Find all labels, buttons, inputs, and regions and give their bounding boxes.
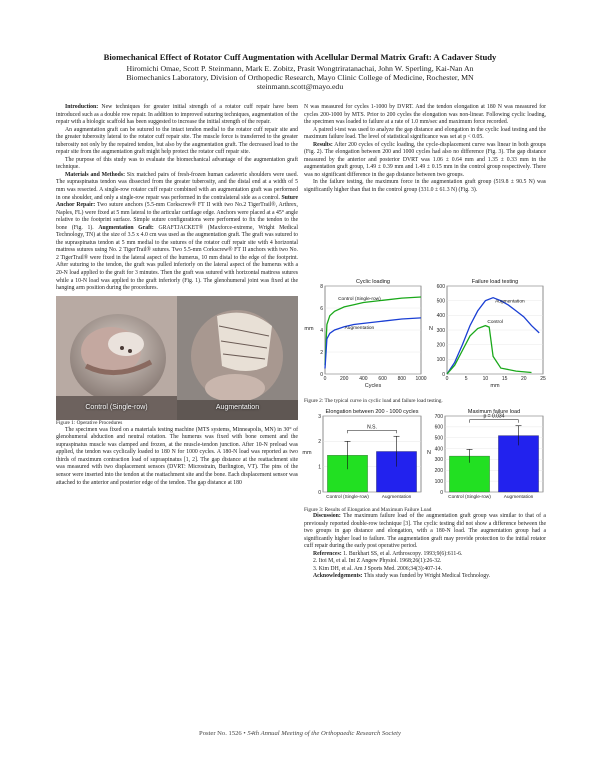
figure-3-charts <box>302 406 545 504</box>
chart-2-y-tick-label: 2 <box>318 439 321 446</box>
acknowledgements-heading: Acknowledgements: <box>313 573 363 580</box>
intro-para-2: An augmentation graft can be sutured to the intact tendon medial to the rotator cuff repair site and the greater tuberosity lateral to the rotator cuff repair site. The muscle force is transferred to the greater tuberosity not only by the repaired tendon, but also by the augmentation graft. The decreased load to the repair site from the augmentation graft might help protect the rotator cuff repair site. <box>56 126 298 156</box>
figure-2-caption: Figure 2: The typical curve in cyclic load and failure load testing. <box>304 398 443 404</box>
intro-text: New techniques for greater initial strength of a rotator cuff repair have been introduced such as a double row repair. In addition to improved suturing techniques, augmentation of the repair with a biologic scaffold has been suggested to increase the initial strength of the repair. <box>56 104 298 126</box>
chart-0-x-tick-label: 0 <box>323 376 327 382</box>
discussion-text: The maximum failure load of the augmentation graft group was similar to that of a previously reported double-row technique [3]. The cyclic testing did not show a difference between the two groups in gap distance and elongation, with a 180-N load. The augmentation group had a significantly higher load to failure. The augmentation graft may provide protection to the initial rotator cuff repair during the early post operative period. <box>304 513 546 550</box>
elongation-bar-chart <box>302 409 421 500</box>
chart-3-y-tick-label: 500 <box>434 435 443 442</box>
chart-0-x-tick-label: 400 <box>359 376 368 382</box>
results-text: After 200 cycles of cyclic loading, the cycle-displacement curve was linear in both groups (Fig. 2). The elongation between 200 and 1000 cycles had also no difference (Fig. 3). The gap distance measured by the anterior and posterior DVRT was 1.06 ± 0.64 mm and 1.35 ± 0.33 mm in the augmentation graft group, 1.49 ± 0.39 mm and 1.49 ± 0.15 mm in the control group respectively. There was no significant difference in the gap distance between two groups. <box>304 141 546 178</box>
acknowledgements-text: This study was funded by Wright Medical Technology. <box>362 573 491 580</box>
author-list: Hiromichi Omae, Scott P. Steinmann, Mark E. Zobitz, Prasit Wongtriratanachai, John W. Sperling, Kai-Nan An <box>126 64 474 73</box>
chart-3-annotation: p = 0.034 <box>483 413 505 420</box>
chart-1-y-tick-label: 200 <box>436 342 445 349</box>
suture-anchor-heading: Suture Anchor Repair: <box>56 194 298 209</box>
chart-3-category-label: Augmentation <box>503 495 534 500</box>
chart-0-series-label: Control (Single-row) <box>338 297 381 302</box>
control-photo-label: Control (Single-row) <box>85 404 148 412</box>
chart-2-y-axis-label: mm <box>302 450 312 456</box>
augmentation-photo-image <box>177 296 298 420</box>
chart-1-x-tick-label: 10 <box>482 376 489 382</box>
statistics-para: A paired t-test was used to analyze the gap distance and elongation in the cyclic load testing and the maximum failure load. The level of statistical significance was set at p < 0.05. <box>304 126 546 141</box>
chart-3-y-tick-label: 300 <box>434 457 443 464</box>
figure-1-caption: Figure 1: Operative Procedures <box>56 419 123 426</box>
chart-1-y-axis-label: N <box>429 326 433 332</box>
chart-3-y-tick-label: 0 <box>440 489 443 496</box>
chart-0-y-tick-label: 2 <box>320 349 323 356</box>
chart-2-title: Elongation between 200 - 1000 cycles <box>325 409 419 415</box>
chart-1-x-tick-label: 5 <box>464 376 468 382</box>
author-email: steinmann.scott@mayo.edu <box>256 82 344 92</box>
chart-0-x-axis-label: Cycles <box>364 383 382 389</box>
chart-1-title: Failure load testing <box>471 279 519 285</box>
chart-1-series-label: Augmentation <box>495 299 525 305</box>
control-photo-image <box>56 296 177 420</box>
chart-2-category-label: Augmentation <box>381 495 412 500</box>
poster-number: Poster No. 1526 • <box>199 730 248 737</box>
chart-1-x-tick-label: 15 <box>501 376 508 382</box>
max-failure-bar-chart <box>427 409 543 500</box>
suture-anchor-text: Two suture anchors (5.5-mm Corkscrew® FT II with two No.2 TigerTrail®, Arthrex, Naples, FL) were fixed at 5 mm lateral to the articular cartilage edge. Anchors were placed at a 45° angle relative to the footprint surface. Simple suture configurations were performed to fix the tendon to the bone (Fig. 1). <box>56 202 298 231</box>
chart-2-y-tick-label: 0 <box>318 489 321 496</box>
figure-1 <box>56 296 298 420</box>
chart-1-y-tick-label: 600 <box>436 283 445 290</box>
augmentation-photo <box>177 296 298 420</box>
methods-para-final: The specimen was fixed on a materials testing machine (MTS systems, Minneapolis, MN) in 30° of glenohumeral abduction and neutral rotation. The humerus was fixed with bone cement and the supraspinatus muscle was clamped and frozen, at the muscle-tendon junction. After 10-N preload was applied, the tendon was cyclically loaded to 180 N for 1000 cycles. A 180-N load was reported as two thirds of maximum contraction load of supraspinatus [1, 2]. The gap distance at the reattachment site was measured with two displacement sensors (DVRT: Microstrain, Burlington, VT). The pins of the sensor were inserted into the tendon at the reattachment site and the bone. Each displacement sensor was attached to the anterior and posterior edge of the tendon. The gap distance at 180 <box>56 426 298 486</box>
cyclic-loading-chart <box>304 279 426 389</box>
chart-1-x-tick-label: 25 <box>540 376 546 382</box>
graft-heading: Augmentation Graft: <box>98 224 154 231</box>
chart-0-y-tick-label: 6 <box>320 305 323 312</box>
affiliation: Biomechanics Laboratory, Division of Orthopedic Research, Mayo Clinic College of Medicine, Rochester, MN <box>126 73 474 83</box>
figure-2-charts <box>305 276 545 394</box>
chart-1-series-label: Control <box>487 320 503 326</box>
chart-3-y-tick-label: 200 <box>434 468 443 475</box>
augmentation-photo-label: Augmentation <box>215 404 260 412</box>
chart-3-y-tick-label: 100 <box>434 478 443 485</box>
results-para-2: In the failure testing, the maximum force in the augmentation graft group (519.8 ± 90.5 N) was significantly higher than that in the control group (331.0 ± 61.3 N) (Fig. 3). <box>304 179 546 194</box>
methods-text: Six matched pairs of fresh-frozen human cadaveric shoulders were used. The supraspinatus tendon was dissected from the greater tuberosity, and the distal end at a width of 5 mm was resected. A single-row rotator cuff repair combined with an augmentation graft was performed in one shoulder, and only a single-row repair was performed in the contralateral side as a control. <box>56 171 299 201</box>
chart-1-y-tick-label: 500 <box>436 298 445 305</box>
chart-1-y-tick-label: 0 <box>442 371 445 378</box>
reference-1: 1. Burkhart SS, et al. Arthroscopy. 1993;9(6):611-6. <box>341 550 463 557</box>
chart-0-y-axis-label: mm <box>304 326 314 332</box>
chart-1-y-tick-label: 100 <box>436 357 445 364</box>
chart-1-x-axis-label: mm <box>490 383 500 389</box>
graft-text: GRAFTJACKET® (Maxforce-extreme, Wright Medical Technology, TN) at the size of 3.5 x 4.0 cm was used as the augmentation graft. The graft was sutured to the supraspinatus tendon at 5 mm medial to the sutures of the rotator cuff repair site with 4 horizontal mattress sutures using No. 2 TigerTrail® sutures. Two 5.5-mm Corkscrew® FT II anchors with two No. 2 TigerTrail® were fixed in the lateral aspect of the humerus, 10 mm distal to the edge of the footprint. After suturing to the tendon, the graft was pulled inferiorly on the lateral aspect of the humerus with a 20-N load applied to the graft for 3 minutes. Then the graft was sutured with horizontal mattress sutures while a 10-N load was applied to the graft inferiorly (Fig. 1). The glenohumeral joint was fixed at the hanging arm position during the procedures. <box>56 224 298 292</box>
chart-0-series-label: Augmentation <box>344 325 375 331</box>
reference-3: 3. Kim DH, et al. Am J Sports Med. 2006;34(3):407-14. <box>313 565 443 572</box>
chart-0-title: Cyclic loading <box>356 279 390 285</box>
author-block <box>0 64 600 92</box>
chart-0-y-tick-label: 4 <box>320 327 323 334</box>
chart-3-y-tick-label: 700 <box>434 413 443 420</box>
results-heading: Results: <box>313 141 333 148</box>
chart-0-x-tick-label: 1000 <box>415 376 427 382</box>
left-column <box>56 104 298 487</box>
chart-3-y-tick-label: 600 <box>434 424 443 431</box>
failure-load-chart <box>429 279 546 389</box>
chart-2-annotation: N.S. <box>367 424 377 431</box>
chart-0-y-tick-label: 0 <box>320 371 323 378</box>
intro-para-3: The purpose of this study was to evaluate the biomechanical advantage of the augmentation graft technique. <box>56 156 298 171</box>
meeting-name: 54th Annual Meeting of the Orthopaedic Research Society <box>247 730 401 737</box>
methods-heading: Materials and Methods: <box>65 171 126 178</box>
chart-2-y-tick-label: 3 <box>318 413 321 420</box>
poster-footer <box>0 730 600 737</box>
chart-3-title: Maximum failure load <box>467 409 521 415</box>
chart-3-y-axis-label: N <box>427 450 431 456</box>
paper-title: Biomechanical Effect of Rotator Cuff Augmentation with Acellular Dermal Matrix Graft: A Cadaver Study <box>103 52 497 62</box>
chart-0-x-tick-label: 800 <box>397 376 406 382</box>
control-photo <box>56 296 177 420</box>
discussion-heading: Discussion: <box>313 513 341 519</box>
intro-heading: Introduction: <box>65 104 99 110</box>
figure-3-caption: Figure 3: Results of Elongation and Maximum Failure Load <box>304 507 432 513</box>
references-heading: References: <box>313 550 342 557</box>
chart-2-category-label: Control (Single-row) <box>326 495 369 500</box>
chart-1-x-tick-label: 0 <box>445 376 449 382</box>
methods-continued: N was measured for cycles 1-1000 by DVRT. And the tendon elongation at 180 N was measured for cycles 200-1000 by MTS. Prior to 200 cycles the elongation was non-linear. Following cyclic loading, the specimen was loaded to failure at a rate of 1.0 mm/sec and maximum force recorded. <box>304 104 546 126</box>
right-column-bottom <box>304 513 546 581</box>
reference-2: 2. Itoi M, et al. Int Z Angew Physiol. 1968;26(1):26-32. <box>313 558 442 565</box>
chart-0-x-tick-label: 600 <box>378 376 387 382</box>
chart-0-y-tick-label: 8 <box>320 283 323 290</box>
right-column-top <box>304 104 546 195</box>
chart-0-x-tick-label: 200 <box>340 376 349 382</box>
chart-3-category-label: Control (Single-row) <box>448 495 491 500</box>
chart-3-y-tick-label: 400 <box>434 446 443 453</box>
chart-1-x-tick-label: 20 <box>521 376 527 382</box>
chart-1-y-tick-label: 400 <box>436 313 445 320</box>
chart-2-y-tick-label: 1 <box>318 464 321 471</box>
chart-1-y-tick-label: 300 <box>436 327 445 334</box>
